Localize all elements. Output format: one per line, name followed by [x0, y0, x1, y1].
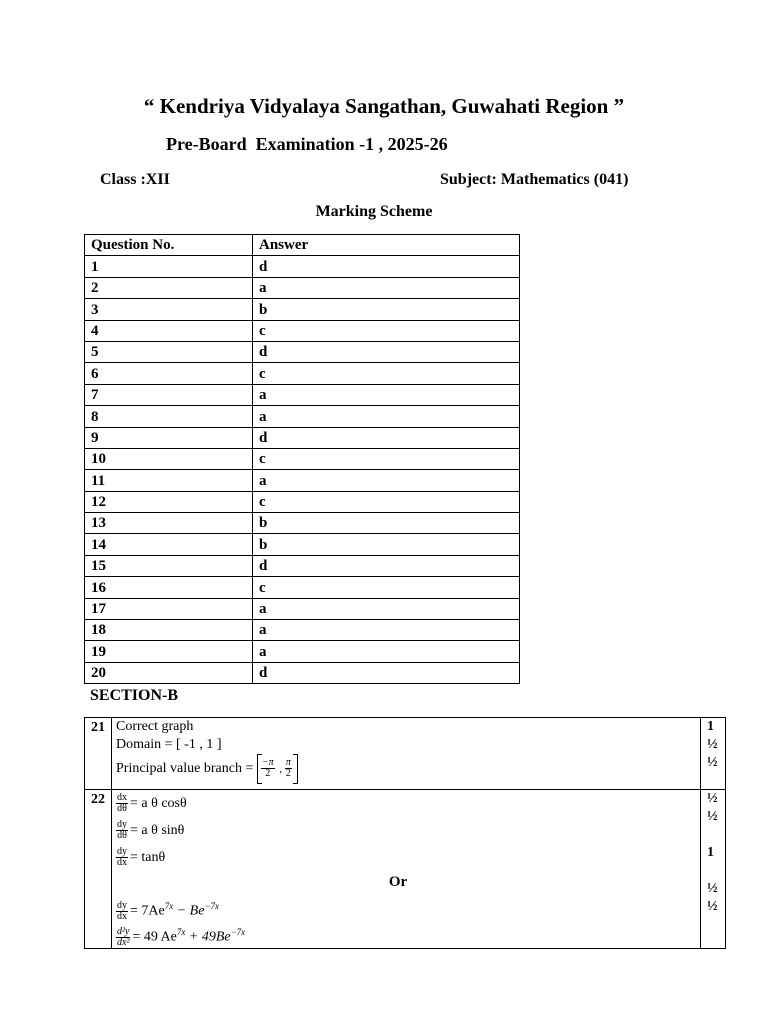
exam-name: Pre-Board Examination -1 , 2025-26 — [166, 134, 448, 154]
question-22-answer — [112, 790, 701, 949]
question-number-cell: 2 — [85, 277, 253, 298]
expression: = 49 Ae — [132, 929, 177, 945]
question-22-marks — [701, 790, 726, 949]
mark: ½ — [707, 881, 718, 896]
numerator: dy — [117, 846, 127, 858]
question-number-cell: 15 — [85, 555, 253, 576]
table-row — [85, 384, 520, 405]
answer-cell: a — [253, 620, 520, 641]
answer-cell: c — [253, 577, 520, 598]
exponent: −7x — [230, 927, 246, 937]
table-row — [85, 555, 520, 576]
answer-cell: c — [253, 320, 520, 341]
fraction — [116, 793, 128, 814]
table-row — [85, 448, 520, 469]
table-row — [85, 363, 520, 384]
question-21-row — [85, 718, 726, 790]
mark: ½ — [707, 737, 718, 752]
denominator: dθ — [117, 830, 127, 842]
answer-cell: d — [253, 256, 520, 277]
answer-key-table — [84, 234, 520, 684]
table-row — [85, 491, 520, 512]
question-number-cell: 10 — [85, 448, 253, 469]
question-21-answer — [112, 718, 701, 790]
answer-line — [116, 754, 700, 784]
fraction — [261, 758, 275, 779]
fraction — [116, 927, 130, 948]
answer-line — [116, 790, 700, 817]
table-row — [85, 427, 520, 448]
question-number-cell: 4 — [85, 320, 253, 341]
expression: = a θ cosθ — [130, 796, 187, 811]
header-answer: Answer — [253, 235, 520, 256]
answer-cell: b — [253, 513, 520, 534]
exponent: −7x — [204, 901, 220, 911]
answer-cell: a — [253, 598, 520, 619]
answer-cell: a — [253, 277, 520, 298]
table-row — [85, 662, 520, 683]
answer-rows — [85, 256, 520, 684]
table-row — [85, 299, 520, 320]
question-number-cell: 5 — [85, 341, 253, 362]
answer-line — [116, 893, 700, 922]
answer-cell: c — [253, 448, 520, 469]
numerator: −π — [261, 757, 274, 769]
answer-cell: a — [253, 470, 520, 491]
separator: , — [276, 763, 285, 775]
table-header-row — [85, 235, 520, 256]
question-number-cell: 17 — [85, 598, 253, 619]
answer-cell: a — [253, 406, 520, 427]
mark: ½ — [707, 791, 718, 806]
table-row — [85, 320, 520, 341]
table-row — [85, 534, 520, 555]
table-row — [85, 598, 520, 619]
question-number-cell: 8 — [85, 406, 253, 427]
answer-cell: c — [253, 491, 520, 512]
question-number-cell: 7 — [85, 384, 253, 405]
numerator: π — [285, 757, 291, 769]
question-number: 21 — [85, 718, 112, 790]
answer-line — [116, 919, 700, 948]
numerator: dy — [117, 899, 127, 911]
mark: ½ — [707, 755, 718, 770]
mark: 1 — [707, 719, 714, 734]
denominator: dx — [117, 910, 127, 922]
answer-cell: a — [253, 384, 520, 405]
denominator: 2 — [285, 768, 291, 780]
expression: = a θ sinθ — [130, 823, 185, 838]
expression: − Be — [173, 903, 205, 919]
table-row — [85, 277, 520, 298]
answer-cell: c — [253, 363, 520, 384]
answer-cell: d — [253, 662, 520, 683]
expression: + 49Be — [185, 929, 231, 945]
fraction — [285, 758, 292, 779]
mark — [701, 826, 725, 844]
table-row — [85, 641, 520, 662]
question-number-cell: 6 — [85, 363, 253, 384]
table-row — [85, 256, 520, 277]
question-number-cell: 14 — [85, 534, 253, 555]
header-question-no: Question No. — [85, 235, 253, 256]
table-row — [85, 577, 520, 598]
question-number-cell: 11 — [85, 470, 253, 491]
answer-line: Correct graph — [116, 719, 194, 734]
denominator: dx² — [117, 936, 130, 948]
numerator: d²y — [117, 925, 130, 937]
answer-cell: b — [253, 534, 520, 555]
marking-scheme-heading: Marking Scheme — [315, 203, 433, 220]
section-b-table — [84, 717, 726, 949]
denominator: dθ — [117, 803, 127, 815]
table-row — [85, 341, 520, 362]
class-label: Class :XII — [100, 171, 170, 188]
mark — [701, 862, 725, 880]
table-row — [85, 470, 520, 491]
question-number-cell: 1 — [85, 256, 253, 277]
table-row — [85, 513, 520, 534]
answer-cell: a — [253, 641, 520, 662]
mark: ½ — [707, 899, 718, 914]
answer-cell: b — [253, 299, 520, 320]
fraction — [116, 820, 128, 841]
expression: = tanθ — [130, 850, 166, 865]
question-number-cell: 13 — [85, 513, 253, 534]
exponent: 7x — [164, 901, 174, 911]
mark: 1 — [707, 845, 714, 860]
question-21-marks — [701, 718, 726, 790]
subject-label: Subject: Mathematics (041) — [440, 171, 629, 188]
question-number: 22 — [85, 790, 112, 949]
answer-cell: d — [253, 555, 520, 576]
answer-line — [116, 844, 700, 871]
expression: = 7Ae — [130, 903, 165, 919]
question-number-cell: 16 — [85, 577, 253, 598]
answer-cell: d — [253, 341, 520, 362]
denominator: 2 — [265, 768, 271, 780]
question-number-cell: 19 — [85, 641, 253, 662]
mark: ½ — [707, 809, 718, 824]
interval-bracket — [257, 754, 298, 784]
document-title: “ Kendriya Vidyalaya Sangathan, Guwahati Region ” — [143, 94, 625, 118]
or-label: Or — [388, 874, 408, 890]
numerator: dy — [117, 819, 127, 831]
answer-cell: d — [253, 427, 520, 448]
question-number-cell: 9 — [85, 427, 253, 448]
table-row — [85, 620, 520, 641]
answer-line: Domain = [ -1 , 1 ] — [116, 737, 222, 752]
section-b-heading: SECTION-B — [90, 687, 179, 704]
question-22-row — [85, 790, 726, 949]
question-number-cell: 3 — [85, 299, 253, 320]
question-number-cell: 12 — [85, 491, 253, 512]
principal-branch-label: Principal value branch = — [116, 761, 257, 777]
numerator: dx — [117, 792, 127, 804]
exponent: 7x — [176, 927, 186, 937]
answer-line — [116, 817, 700, 844]
question-number-cell: 20 — [85, 662, 253, 683]
fraction — [116, 847, 128, 868]
table-row — [85, 406, 520, 427]
denominator: dx — [117, 857, 127, 869]
question-number-cell: 18 — [85, 620, 253, 641]
